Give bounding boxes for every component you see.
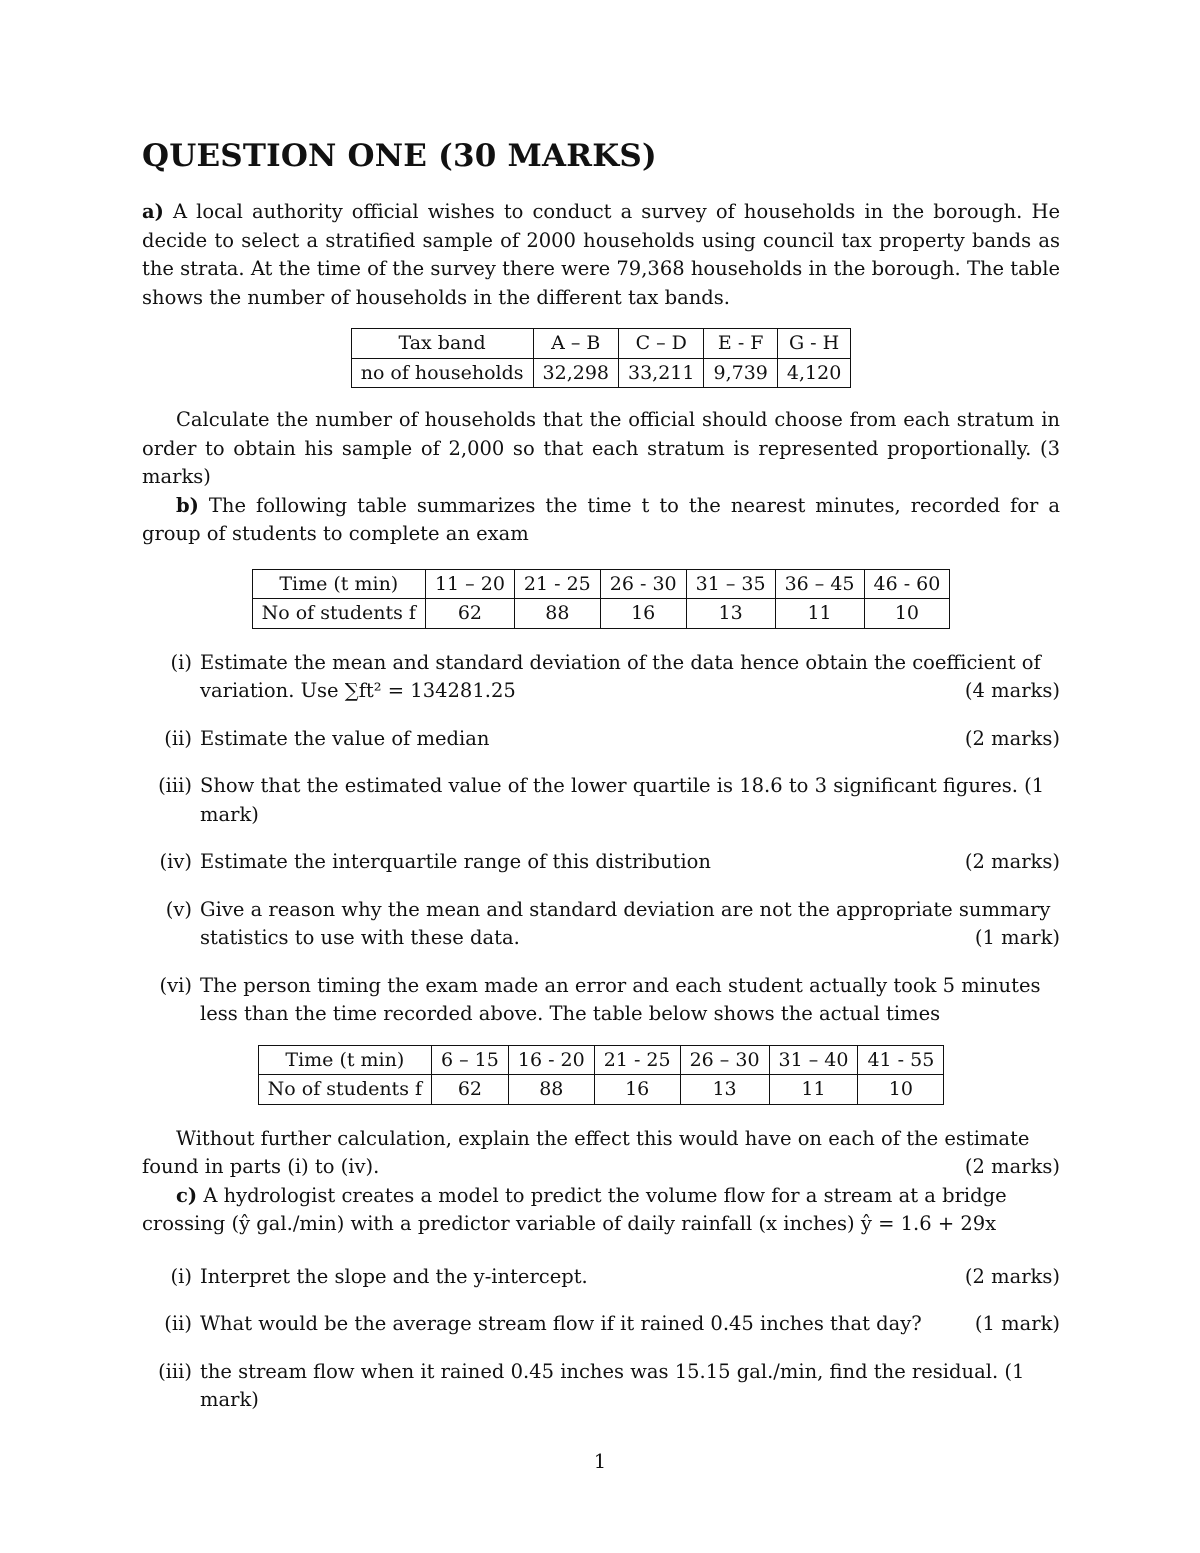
table-cell: 11	[775, 599, 864, 629]
list-item	[142, 1310, 1060, 1339]
table-cell: E - F	[704, 329, 777, 359]
question-page	[142, 128, 1060, 1434]
part-c-text	[142, 1182, 1060, 1211]
tax-band-table	[351, 328, 852, 388]
item-number: (vi)	[159, 973, 192, 997]
part-a-text	[142, 198, 1060, 312]
item-text: variation. Use ∑ft² = 134281.25	[200, 679, 516, 702]
list-item	[142, 725, 1060, 754]
part-b-closing-text-2: found in parts (i) to (iv).	[142, 1155, 380, 1178]
part-b-closing-text: Without further calculation, explain the effect this would have on each of the estimate	[176, 1126, 1030, 1150]
table-cell: Time (t min)	[252, 569, 425, 599]
table-row	[351, 329, 851, 359]
item-number: (ii)	[164, 726, 192, 750]
table-cell: 10	[864, 599, 950, 629]
list-item	[142, 896, 1060, 953]
item-text: Give a reason why the mean and standard deviation are not the appropriate summary	[200, 897, 1051, 921]
table-row	[252, 599, 950, 629]
table-cell: 13	[680, 1075, 769, 1105]
table-cell: 31 – 35	[686, 569, 775, 599]
item-marks: (2 marks)	[964, 850, 1060, 873]
item-number: (iv)	[159, 850, 192, 873]
item-number: (i)	[170, 1264, 192, 1288]
table-cell: 10	[858, 1075, 944, 1105]
table-cell: 36 – 45	[775, 569, 864, 599]
part-a-body: A local authority official wishes to conduct a survey of households in the borough. He decide to select a stratified sample of 2000 households using council tax property bands as the strata. At the time of the survey there were 79,368 households in the borough. The table shows the number of households in the different tax bands.	[142, 200, 1061, 309]
part-c-body-2: crossing (ŷ gal./min) with a predictor variable of daily rainfall (x inches) ŷ = 1.6 + 29x	[142, 1212, 997, 1235]
list-item	[142, 972, 1060, 1029]
table-row	[351, 358, 851, 388]
item-text: statistics to use with these data.	[200, 926, 520, 949]
table-cell: No of students f	[252, 599, 425, 629]
table-cell: 26 - 30	[600, 569, 686, 599]
part-b-closing-marks: (2 marks)	[964, 1155, 1060, 1178]
list-item	[142, 848, 1060, 877]
time-table-actual	[258, 1045, 945, 1105]
table-cell: 62	[432, 1075, 509, 1105]
question-title: QUESTION ONE (30 MARKS)	[142, 138, 657, 174]
item-text: The person timing the exam made an error and each student actually took 5 minutes	[200, 973, 1041, 997]
table-cell: 16	[594, 1075, 680, 1105]
part-b-body: The following table summarizes the time t to the nearest minutes, recorded for a group of students to complete an exam	[142, 493, 1060, 545]
part-a-question	[142, 406, 1060, 492]
list-item	[142, 1358, 1060, 1415]
item-text: less than the time recorded above. The table below shows the actual times	[200, 1002, 941, 1025]
item-marks: (2 marks)	[964, 726, 1060, 750]
item-text: mark)	[200, 802, 259, 826]
table-cell: 26 – 30	[680, 1045, 769, 1075]
item-text: Estimate the interquartile range of this distribution	[200, 850, 711, 873]
list-item	[142, 1263, 1060, 1292]
part-a-question-text: Calculate the number of households that the official should choose from each stratum in order to obtain his sample of 2,000 so that each stratum is represented proportionally.	[142, 408, 1060, 460]
item-text: Estimate the mean and standard deviation of the data hence obtain the coefficient of	[200, 650, 1041, 674]
item-number: (iii)	[158, 1359, 192, 1383]
table-cell: G - H	[777, 329, 850, 359]
table-cell: 13	[686, 599, 775, 629]
table-cell: 11	[769, 1075, 858, 1105]
list-item	[142, 772, 1060, 829]
list-item	[142, 649, 1060, 706]
table-cell: 9,739	[704, 358, 777, 388]
page-number: 1	[593, 1450, 607, 1473]
table-cell: 31 – 40	[769, 1045, 858, 1075]
item-text: Interpret the slope and the y-intercept.	[200, 1264, 588, 1288]
table-cell: 88	[514, 599, 600, 629]
part-a-marks: (3 marks)	[142, 436, 1060, 488]
table-cell: 16 - 20	[508, 1045, 594, 1075]
table-cell: 41 - 55	[858, 1045, 944, 1075]
table-cell: 46 - 60	[864, 569, 950, 599]
table-cell: Tax band	[351, 329, 533, 359]
item-marks: (1 mark)	[974, 1312, 1060, 1335]
table-cell: 16	[600, 599, 686, 629]
table-cell: C – D	[619, 329, 704, 359]
table-cell: 4,120	[777, 358, 850, 388]
part-c-label: c)	[176, 1183, 198, 1207]
item-marks: (4 marks)	[964, 679, 1060, 702]
table-cell: no of households	[351, 358, 533, 388]
item-marks: (1 mark)	[974, 926, 1060, 949]
item-text: Estimate the value of median	[200, 726, 490, 750]
table-cell: 88	[508, 1075, 594, 1105]
part-c-body: A hydrologist creates a model to predict the volume flow for a stream at a bridge	[203, 1183, 1007, 1207]
item-number: (iii)	[158, 774, 192, 797]
table-cell: 32,298	[533, 358, 618, 388]
part-a-label: a)	[142, 200, 164, 223]
item-text: What would be the average stream flow if it rained 0.45 inches that day?	[200, 1312, 922, 1335]
table-cell: 6 – 15	[432, 1045, 509, 1075]
item-text: mark)	[200, 1388, 259, 1411]
table-cell: 21 - 25	[514, 569, 600, 599]
item-text: the stream flow when it rained 0.45 inches was 15.15 gal./min, find the residual. (1	[200, 1359, 1025, 1383]
table-cell: 62	[425, 599, 514, 629]
table-row	[258, 1075, 944, 1105]
item-number: (ii)	[164, 1312, 192, 1335]
table-cell: 11 – 20	[425, 569, 514, 599]
time-table-recorded	[252, 569, 951, 629]
table-cell: 33,211	[619, 358, 704, 388]
table-cell: No of students f	[258, 1075, 431, 1105]
part-b-label: b)	[176, 493, 199, 517]
table-row	[252, 569, 950, 599]
table-cell: A – B	[533, 329, 618, 359]
item-number: (i)	[170, 650, 192, 674]
part-b-closing-row	[142, 1153, 1060, 1182]
item-number: (v)	[165, 897, 192, 921]
table-cell: 21 - 25	[594, 1045, 680, 1075]
item-marks: (2 marks)	[964, 1264, 1060, 1288]
part-b-text	[142, 492, 1060, 549]
item-text: Show that the estimated value of the lower quartile is 18.6 to 3 significant figures. (1	[200, 774, 1045, 797]
table-cell: Time (t min)	[258, 1045, 431, 1075]
table-row	[258, 1045, 944, 1075]
